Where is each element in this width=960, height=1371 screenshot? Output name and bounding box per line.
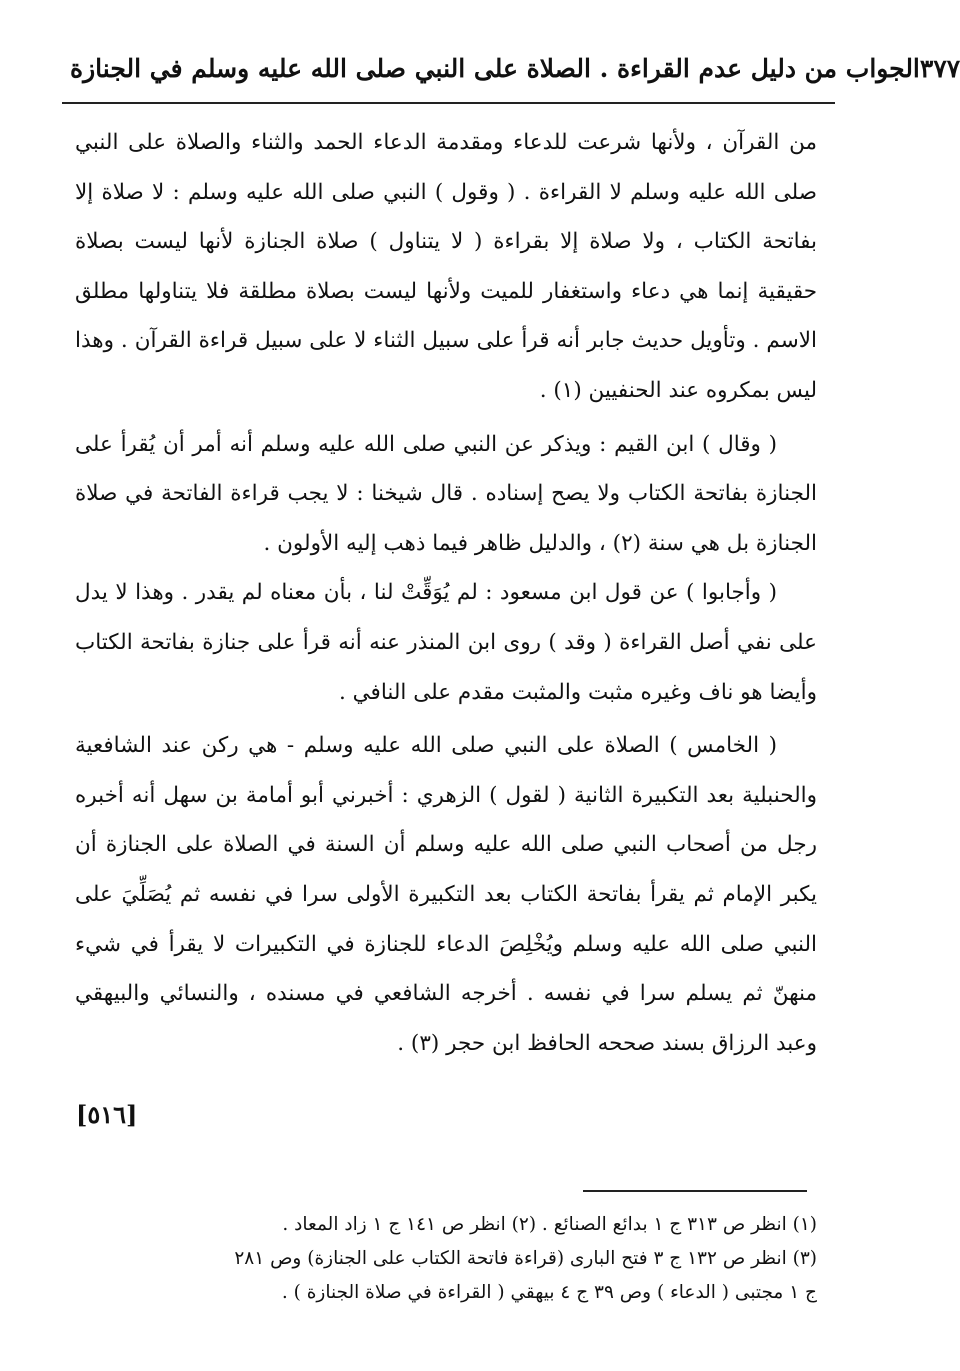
paragraph: من القرآن ، ولأنها شرعت للدعاء ومقدمة الدعاء الحمد والثناء والصلاة على النبي صلى الله عليه وسلم لا القراءة . ( وقول ) النبي صلى الله عليه وسلم : لا صلاة إلا بفاتحة الكتاب ، ولا صلاة إلا بقراءة ( لا يتناول ) صلاة الجنازة لأنها ليست بصلاة حقيقية إنما هي دعاء واستغفار للميت ولأنها ليست بصلاة مطلقة فلا يتناولها مطلق الاسم . وتأويل حديث جابر أنه قرأ على سبيل الثناء لا على سبيل قراءة القرآن . وهذا ليس بمكروه عند الحنفيين (١) . [75,130,817,403]
footnote-line: (٣) انظر ص ١٣٢ ج ٣ فتح البارى (قراءة فاتحة الكتاب على الجنازة) وص ٢٨١ [234,1248,817,1269]
page-number: ٣٧٧ [919,53,960,83]
footnote-line: ج ١ مجتبى ( الدعاء ) وص ٣٩ ج ٤ بيهقي ( القراءة في صلاة الجنازة ) . [281,1282,817,1303]
paragraph: ( وأجابوا ) عن قول ابن مسعود : لم يُوَقِّتْ لنا ، بأن معناه لم يقدر . وهذا لا يدل على نفي أصل القراءة ( وقد ) روى ابن المنذر عنه أنه قرأ على جنازة بفاتحة الكتاب وأيضا هو ناف وغيره مثبت والمثبت مقدم على النافي . [75,580,817,705]
footnotes [60,1208,817,1310]
header-rule [62,102,835,104]
paragraph: ( الخامس ) الصلاة على النبي صلى الله عليه وسلم - هي ركن عند الشافعية والحنبلية بعد التكبيرة الثانية ( لقول ) الزهري : أخبرني أبو أمامة بن سهل أنه أخبره رجل من أصحاب النبي صلى الله عليه وسلم أن السنة في الصلاة على الجنازة أن يكبر الإمام ثم يقرأ بفاتحة الكتاب بعد التكبيرة الأولى سرا في نفسه ثم يُصَلِّيَ على النبي صلى الله عليه وسلم ويُخْلِصَ الدعاء للجنازة في التكبيرات لا يقرأ في شيء منهنّ ثم يسلم سرا في نفسه . أخرجه الشافعي في مسنده ، والنسائي والبيهقي وعبد الرزاق بسند صححه الحافظ ابن حجر (٣) . [75,733,817,1056]
footnote-rule [583,1190,807,1192]
page-marker: [٥١٦] [76,1100,138,1129]
main-text [75,118,817,1068]
footnote-line: (١) انظر ص ٣١٣ ج ١ بدائع الصنائع . (٢) انظر ص ١٤١ ج ١ زاد المعاد . [282,1214,817,1235]
header-title: الجواب من دليل عدم القراءة . الصلاة على النبي صلى الله عليه وسلم في الجنازة [70,53,920,83]
paragraph: ( وقال ) ابن القيم : ويذكر عن النبي صلى الله عليه وسلم أنه أمر أن يُقرأ على الجنازة بفاتحة الكتاب ولا يصح إسناده . قال شيخنا : لا يجب قراءة الفاتحة في صلاة الجنازة بل هي سنة (٢) ، والدليل ظاهر فيما ذهب إليه الأولون . [75,431,817,556]
running-header [70,38,960,98]
